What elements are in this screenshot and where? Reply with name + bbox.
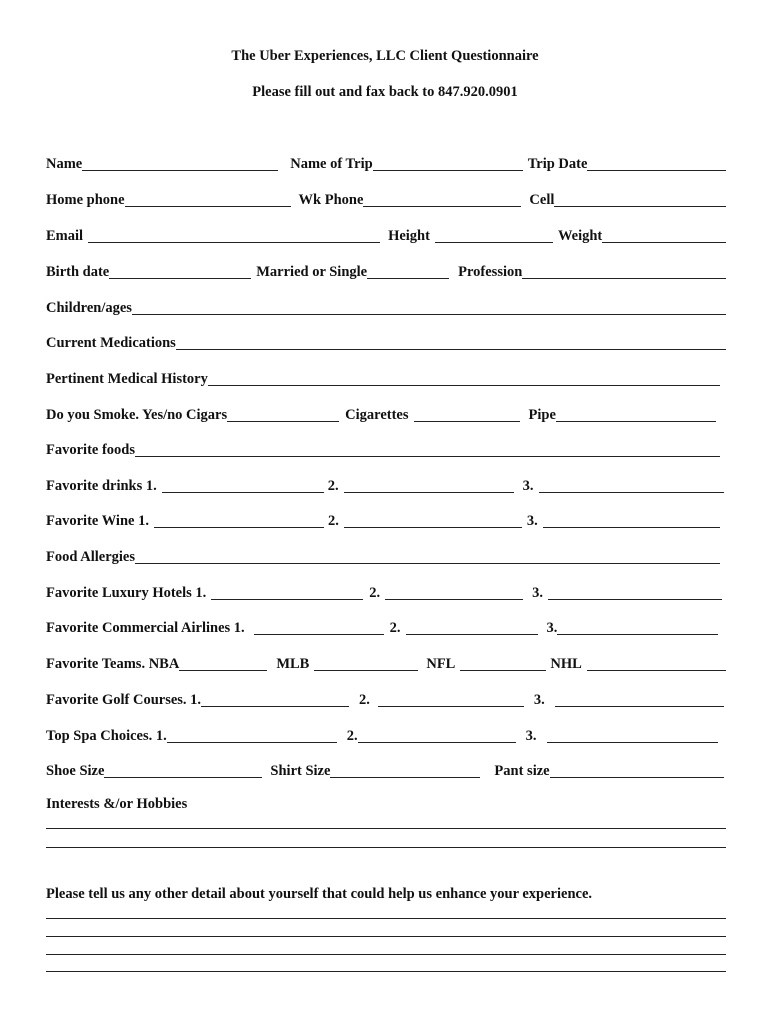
foods-label: Favorite foods <box>46 442 135 458</box>
wine-field-2[interactable] <box>344 513 522 528</box>
shirt-field[interactable] <box>330 763 480 778</box>
work-phone-label: Wk Phone <box>298 192 364 208</box>
airlines-num-2: 2. <box>389 620 401 636</box>
trip-date-field[interactable] <box>587 156 726 171</box>
cigars-field[interactable] <box>227 407 339 422</box>
golf-num-2: 2. <box>359 692 370 708</box>
work-phone-field[interactable] <box>363 192 521 207</box>
teams-label: Favorite Teams. NBA <box>46 656 180 672</box>
airlines-field-1[interactable] <box>254 620 384 635</box>
drinks-field-1[interactable] <box>162 478 324 493</box>
row-foods <box>46 439 720 459</box>
name-label: Name <box>46 156 83 172</box>
row-medications <box>46 332 726 352</box>
weight-field[interactable] <box>602 228 726 243</box>
spa-num-3: 3. <box>525 728 537 744</box>
interests-label: Interests &/or Hobbies <box>46 796 188 812</box>
pant-field[interactable] <box>550 763 724 778</box>
pipe-field[interactable] <box>556 407 716 422</box>
medications-field[interactable] <box>176 335 726 350</box>
nfl-field[interactable] <box>460 656 546 671</box>
medical-history-label: Pertinent Medical History <box>46 371 208 387</box>
row-drinks <box>46 475 724 495</box>
nba-field[interactable] <box>179 656 267 671</box>
married-single-field[interactable] <box>367 264 449 279</box>
spa-field-1[interactable] <box>167 728 337 743</box>
row-children <box>46 297 726 317</box>
interests-line-2[interactable] <box>46 847 726 848</box>
spa-num-2: 2. <box>346 728 358 744</box>
hotels-field-1[interactable] <box>211 585 363 600</box>
height-field[interactable] <box>435 228 553 243</box>
drinks-num-3: 3. <box>522 478 534 494</box>
height-label: Height <box>388 228 430 244</box>
row-name-trip <box>46 153 726 173</box>
pipe-label: Pipe <box>528 407 556 423</box>
row-email <box>46 225 726 245</box>
spa-field-2[interactable] <box>358 728 516 743</box>
home-phone-field[interactable] <box>125 192 291 207</box>
golf-field-2[interactable] <box>378 692 524 707</box>
row-medical-history <box>46 368 720 388</box>
golf-num-3: 3. <box>533 692 545 708</box>
cell-label: Cell <box>529 192 555 208</box>
allergies-field[interactable] <box>135 549 720 564</box>
hotels-field-3[interactable] <box>548 585 722 600</box>
row-airlines <box>46 617 718 637</box>
profession-label: Profession <box>458 264 523 280</box>
cell-field[interactable] <box>554 192 726 207</box>
form-subtitle: Please fill out and fax back to 847.920.0901 <box>252 84 518 100</box>
weight-label: Weight <box>557 228 603 244</box>
allergies-label: Food Allergies <box>46 549 136 565</box>
row-wine <box>46 510 720 530</box>
spa-field-3[interactable] <box>547 728 719 743</box>
drinks-field-3[interactable] <box>539 478 724 493</box>
wine-field-1[interactable] <box>154 513 324 528</box>
other-details-line-2[interactable] <box>46 936 726 937</box>
wine-num-3: 3. <box>526 513 538 529</box>
email-label: Email <box>46 228 84 244</box>
row-teams <box>46 653 726 673</box>
airlines-field-2[interactable] <box>406 620 538 635</box>
nhl-field[interactable] <box>587 656 726 671</box>
profession-field[interactable] <box>522 264 726 279</box>
nhl-label: NHL <box>550 656 582 672</box>
hotels-label: Favorite Luxury Hotels 1. <box>46 585 207 601</box>
airlines-field-3[interactable] <box>557 620 718 635</box>
row-phones <box>46 189 726 209</box>
form-title: The Uber Experiences, LLC Client Questionnaire <box>231 48 539 64</box>
drinks-field-2[interactable] <box>344 478 514 493</box>
cigarettes-label: Cigarettes <box>345 407 409 423</box>
birth-date-label: Birth date <box>46 264 110 280</box>
hotels-field-2[interactable] <box>385 585 523 600</box>
smoke-label: Do you Smoke. Yes/no Cigars <box>46 407 228 423</box>
golf-label: Favorite Golf Courses. 1. <box>46 692 202 708</box>
drinks-label: Favorite drinks 1. <box>46 478 157 494</box>
interests-line-1[interactable] <box>46 828 726 829</box>
name-field[interactable] <box>82 156 278 171</box>
trip-date-label: Trip Date <box>527 156 588 172</box>
trip-name-field[interactable] <box>373 156 523 171</box>
medical-history-field[interactable] <box>208 371 720 386</box>
row-spa <box>46 725 718 745</box>
hotels-num-3: 3. <box>532 585 544 601</box>
mlb-label: MLB <box>276 656 310 672</box>
spa-label: Top Spa Choices. 1. <box>46 728 167 744</box>
other-details-line-1[interactable] <box>46 918 726 919</box>
other-details-label: Please tell us any other detail about yourself that could help us enhance your experience. <box>46 886 593 902</box>
medications-label: Current Medications <box>46 335 176 351</box>
shoe-label: Shoe Size <box>46 763 105 779</box>
row-smoke <box>46 404 716 424</box>
shirt-label: Shirt Size <box>270 763 331 779</box>
wine-field-3[interactable] <box>543 513 720 528</box>
birth-date-field[interactable] <box>109 264 251 279</box>
married-single-label: Married or Single <box>256 264 368 280</box>
golf-field-1[interactable] <box>201 692 349 707</box>
shoe-field[interactable] <box>104 763 262 778</box>
other-details-line-3[interactable] <box>46 954 726 955</box>
nfl-label: NFL <box>426 656 456 672</box>
hotels-num-2: 2. <box>369 585 381 601</box>
foods-field[interactable] <box>135 442 720 457</box>
children-field[interactable] <box>132 300 726 315</box>
drinks-num-2: 2. <box>327 478 339 494</box>
golf-field-3[interactable] <box>555 692 724 707</box>
row-birth <box>46 261 726 281</box>
children-label: Children/ages <box>46 300 132 316</box>
airlines-num-3: 3. <box>546 620 558 636</box>
home-phone-label: Home phone <box>46 192 125 208</box>
wine-label: Favorite Wine 1. <box>46 513 149 529</box>
trip-name-label: Name of Trip <box>290 156 373 172</box>
row-hotels <box>46 582 722 602</box>
row-allergies <box>46 546 720 566</box>
wine-num-2: 2. <box>327 513 339 529</box>
row-golf <box>46 689 724 709</box>
row-sizes <box>46 760 724 780</box>
other-details-line-4[interactable] <box>46 971 726 972</box>
email-field[interactable] <box>88 228 380 243</box>
cigarettes-field[interactable] <box>414 407 520 422</box>
airlines-label: Favorite Commercial Airlines 1. <box>46 620 245 636</box>
mlb-field[interactable] <box>314 656 418 671</box>
pant-label: Pant size <box>494 763 550 779</box>
